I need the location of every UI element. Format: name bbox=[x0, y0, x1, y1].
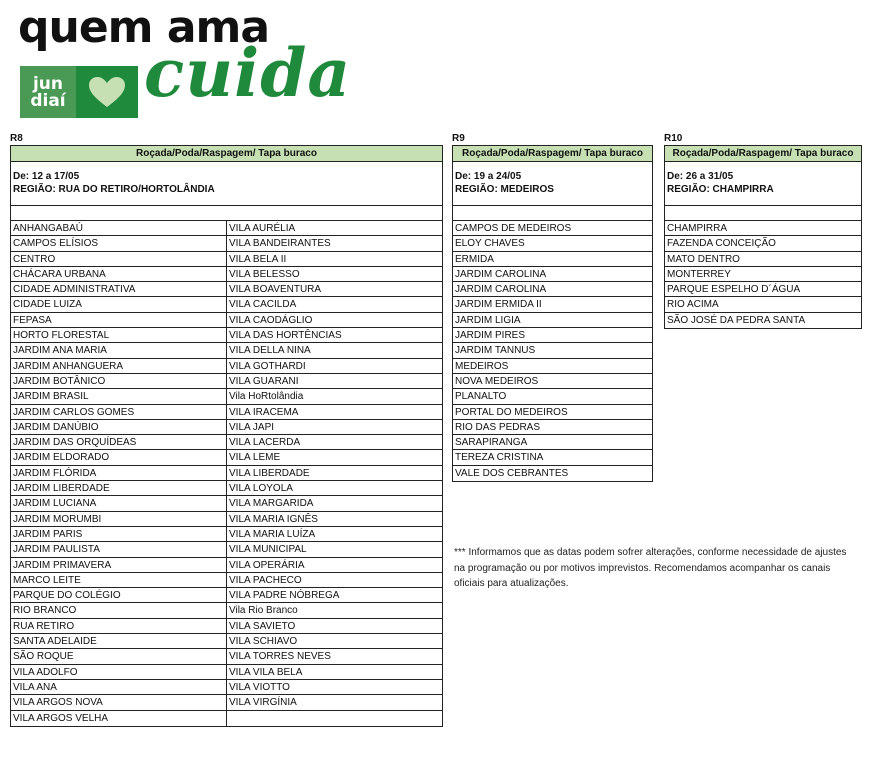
neighborhood-row: VILA ARGOS VELHA bbox=[13, 712, 109, 724]
neighborhood-row: CHAMPIRRA bbox=[665, 221, 861, 236]
neighborhood-row: JARDIM CAROLINA bbox=[453, 282, 652, 297]
neighborhood-row: VILA AURÉLIA bbox=[227, 221, 442, 236]
neighborhood-row: VILA VIOTTO bbox=[227, 680, 442, 695]
neighborhood-row: VILA MUNICIPAL bbox=[227, 542, 442, 557]
neighborhood-column-2 bbox=[226, 221, 442, 726]
neighborhood-row: CIDADE ADMINISTRATIVA bbox=[11, 282, 226, 297]
neighborhood-row: PLANALTO bbox=[453, 389, 652, 404]
blank-row bbox=[453, 206, 652, 221]
neighborhood-row: VILA MARGARIDA bbox=[227, 496, 442, 511]
quem-ama-cuida-logo bbox=[16, 2, 396, 118]
neighborhood-row: JARDIM DANÚBIO bbox=[11, 420, 226, 435]
neighborhood-row: RIO BRANCO bbox=[11, 603, 226, 618]
neighborhood-column bbox=[665, 221, 861, 328]
neighborhood-row: ANHANGABAÚ bbox=[11, 221, 226, 236]
neighborhood-row: ELOY CHAVES bbox=[453, 236, 652, 251]
schedule-info bbox=[665, 162, 861, 206]
neighborhood-row: VILA CACILDA bbox=[227, 297, 442, 312]
logo-headline: quem ama bbox=[18, 2, 270, 53]
neighborhood-row: VILA MARIA LUÍZA bbox=[227, 527, 442, 542]
neighborhood-row: VILA ANA bbox=[11, 680, 226, 695]
date-range: De: 19 a 24/05 bbox=[455, 171, 522, 182]
neighborhood-row: JARDIM PIRES bbox=[453, 328, 652, 343]
neighborhood-row: VILA DELLA NINA bbox=[227, 343, 442, 358]
neighborhood-row: VILA ADOLFO bbox=[11, 665, 226, 680]
neighborhood-row: JARDIM MORUMBI bbox=[11, 512, 226, 527]
region-name: REGIÃO: RUA DO RETIRO/HORTOLÂNDIA bbox=[13, 184, 215, 195]
neighborhood-row: JARDIM BRASIL bbox=[11, 389, 226, 404]
neighborhood-row: VILA JAPI bbox=[227, 420, 442, 435]
neighborhood-row: JARDIM LIGIA bbox=[453, 313, 652, 328]
neighborhood-row: CAMPOS DE MEDEIROS bbox=[453, 221, 652, 236]
neighborhood-row: JARDIM FLÓRIDA bbox=[11, 466, 226, 481]
table-r10-body bbox=[664, 145, 862, 329]
table-r9 bbox=[452, 132, 653, 482]
neighborhood-row: PARQUE ESPELHO D´ÁGUA bbox=[665, 282, 861, 297]
neighborhood-row: SÃO JOSÉ DA PEDRA SANTA bbox=[667, 314, 806, 326]
jundiai-badge bbox=[20, 66, 138, 118]
neighborhood-row: JARDIM DAS ORQUÍDEAS bbox=[11, 435, 226, 450]
neighborhood-row: VILA PADRE NÓBREGA bbox=[227, 588, 442, 603]
neighborhood-row: JARDIM ELDORADO bbox=[11, 450, 226, 465]
neighborhood-row: VILA VIRGÍNIA bbox=[227, 695, 442, 710]
neighborhood-column-1 bbox=[11, 221, 226, 726]
neighborhood-row: VILA BOAVENTURA bbox=[227, 282, 442, 297]
neighborhood-column bbox=[453, 221, 652, 481]
neighborhood-row: JARDIM ERMIDA II bbox=[453, 297, 652, 312]
neighborhood-row: VILA VILA BELA bbox=[227, 665, 442, 680]
neighborhood-row bbox=[227, 711, 442, 726]
neighborhood-row: JARDIM PARIS bbox=[11, 527, 226, 542]
logo-script-word: cuida bbox=[144, 34, 352, 112]
neighborhood-row: PARQUE DO COLÉGIO bbox=[11, 588, 226, 603]
neighborhood-row: JARDIM ANHANGUERA bbox=[11, 359, 226, 374]
table-r9-body bbox=[452, 145, 653, 482]
heart-icon bbox=[76, 66, 138, 118]
neighborhood-row: CENTRO bbox=[11, 252, 226, 267]
schedule-disclaimer: *** Informamos que as datas podem sofrer alterações, conforme necessidade de ajustes na programação ou por motivos imprevistos. Recomendamos acompanhar os canais oficiais para atualizações. bbox=[454, 547, 847, 589]
neighborhood-row: JARDIM LIBERDADE bbox=[11, 481, 226, 496]
neighborhood-row: VILA SAVIETO bbox=[227, 619, 442, 634]
neighborhood-row: PORTAL DO MEDEIROS bbox=[453, 405, 652, 420]
neighborhood-row: VILA GOTHARDI bbox=[227, 359, 442, 374]
neighborhood-row: RIO DAS PEDRAS bbox=[453, 420, 652, 435]
neighborhood-row: FAZENDA CONCEIÇÃO bbox=[665, 236, 861, 251]
region-name: REGIÃO: CHAMPIRRA bbox=[667, 184, 774, 195]
neighborhood-row: MATO DENTRO bbox=[665, 252, 861, 267]
neighborhood-row: JARDIM PRIMAVERA bbox=[11, 558, 226, 573]
jundiai-badge-text: jun diaí bbox=[20, 66, 76, 118]
neighborhood-row: VILA LEME bbox=[227, 450, 442, 465]
neighborhood-row: JARDIM PAULISTA bbox=[11, 542, 226, 557]
blank-row bbox=[665, 206, 861, 221]
neighborhood-row: VILA PACHECO bbox=[227, 573, 442, 588]
neighborhood-row: VILA GUARANI bbox=[227, 374, 442, 389]
neighborhood-row: VALE DOS CEBRANTES bbox=[455, 467, 569, 479]
neighborhood-columns bbox=[11, 221, 442, 726]
neighborhood-row: RIO ACIMA bbox=[665, 297, 861, 312]
neighborhood-row: RUA RETIRO bbox=[11, 619, 226, 634]
neighborhood-row: SANTA ADELAIDE bbox=[11, 634, 226, 649]
neighborhood-row: VILA DAS HORTÊNCIAS bbox=[227, 328, 442, 343]
neighborhood-row: VILA BELESSO bbox=[227, 267, 442, 282]
neighborhood-row: VILA SCHIAVO bbox=[227, 634, 442, 649]
service-header: Roçada/Poda/Raspagem/ Tapa buraco bbox=[453, 146, 652, 162]
neighborhood-row: MONTERREY bbox=[665, 267, 861, 282]
service-header: Roçada/Poda/Raspagem/ Tapa buraco bbox=[11, 146, 442, 162]
neighborhood-row: HORTO FLORESTAL bbox=[11, 328, 226, 343]
neighborhood-row: MARCO LEITE bbox=[11, 573, 226, 588]
neighborhood-row: VILA OPERÁRIA bbox=[227, 558, 442, 573]
neighborhood-row: VILA MARIA IGNÊS bbox=[227, 512, 442, 527]
neighborhood-row: CIDADE LUIZA bbox=[11, 297, 226, 312]
neighborhood-row: CHÁCARA URBANA bbox=[11, 267, 226, 282]
neighborhood-row: JARDIM CAROLINA bbox=[453, 267, 652, 282]
region-code: R8 bbox=[10, 133, 23, 144]
neighborhood-row: Vila HoRtolândia bbox=[227, 389, 442, 404]
region-name: REGIÃO: MEDEIROS bbox=[455, 184, 554, 195]
neighborhood-row: VILA IRACEMA bbox=[227, 405, 442, 420]
neighborhood-row: VILA ARGOS NOVA bbox=[11, 695, 226, 710]
service-header: Roçada/Poda/Raspagem/ Tapa buraco bbox=[665, 146, 861, 162]
schedule-info bbox=[453, 162, 652, 206]
schedule-info bbox=[11, 162, 442, 206]
blank-row bbox=[11, 206, 442, 221]
neighborhood-row: VILA BANDEIRANTES bbox=[227, 236, 442, 251]
table-r8-body bbox=[10, 145, 443, 727]
neighborhood-row: VILA TORRES NEVES bbox=[227, 649, 442, 664]
date-range: De: 12 a 17/05 bbox=[13, 171, 80, 182]
neighborhood-row: NOVA MEDEIROS bbox=[453, 374, 652, 389]
neighborhood-row: MEDEIROS bbox=[453, 359, 652, 374]
region-code: R9 bbox=[452, 133, 465, 144]
neighborhood-row: Vila Rio Branco bbox=[227, 603, 442, 618]
neighborhood-row: CAMPOS ELÍSIOS bbox=[11, 236, 226, 251]
neighborhood-row: JARDIM ANA MARIA bbox=[11, 343, 226, 358]
neighborhood-row: JARDIM LUCIANA bbox=[11, 496, 226, 511]
table-r10 bbox=[664, 132, 862, 329]
neighborhood-row: VILA CAODÁGLIO bbox=[227, 313, 442, 328]
neighborhood-row: VILA LIBERDADE bbox=[227, 466, 442, 481]
neighborhood-row: ERMIDA bbox=[453, 252, 652, 267]
date-range: De: 26 a 31/05 bbox=[667, 171, 734, 182]
neighborhood-row: SÃO ROQUE bbox=[11, 649, 226, 664]
region-code: R10 bbox=[664, 133, 683, 144]
neighborhood-row: VILA LOYOLA bbox=[227, 481, 442, 496]
neighborhood-row: FEPASA bbox=[11, 313, 226, 328]
neighborhood-row: JARDIM TANNUS bbox=[453, 343, 652, 358]
neighborhood-row: SARAPIRANGA bbox=[453, 435, 652, 450]
neighborhood-row: VILA LACERDA bbox=[227, 435, 442, 450]
neighborhood-row: JARDIM CARLOS GOMES bbox=[11, 405, 226, 420]
table-r8 bbox=[10, 132, 443, 727]
neighborhood-row: JARDIM BOTÂNICO bbox=[11, 374, 226, 389]
neighborhood-row: TEREZA CRISTINA bbox=[453, 450, 652, 465]
neighborhood-row: VILA BELA II bbox=[227, 252, 442, 267]
